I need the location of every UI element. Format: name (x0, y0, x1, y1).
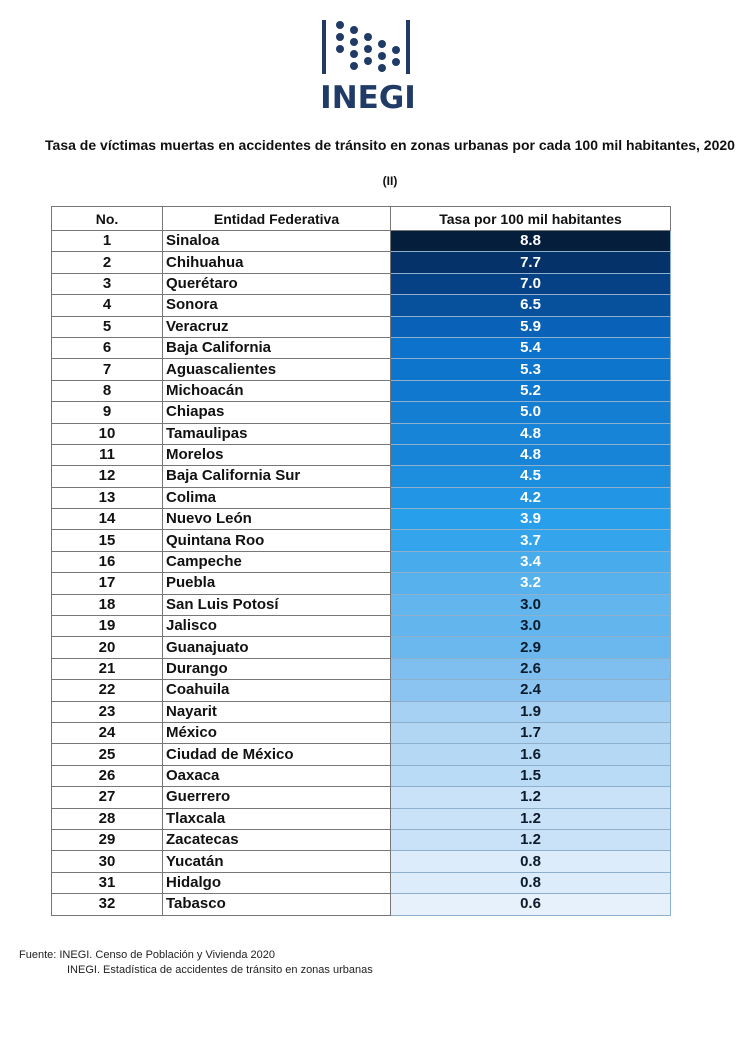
cell-no: 4 (52, 295, 163, 316)
cell-entidad: Quintana Roo (163, 530, 391, 551)
cell-no: 2 (52, 252, 163, 273)
table-row (52, 722, 671, 743)
inegi-dots-icon (320, 18, 416, 82)
cell-tasa: 4.2 (391, 487, 671, 508)
cell-tasa: 6.5 (391, 295, 671, 316)
cell-entidad: Tamaulipas (163, 423, 391, 444)
cell-no: 11 (52, 444, 163, 465)
cell-no: 1 (52, 231, 163, 252)
table-header-row (52, 207, 671, 231)
cell-entidad: Baja California Sur (163, 466, 391, 487)
table-row (52, 402, 671, 423)
table-row (52, 444, 671, 465)
cell-no: 28 (52, 808, 163, 829)
inegi-logo (320, 18, 420, 118)
cell-entidad: Tlaxcala (163, 808, 391, 829)
cell-entidad: México (163, 722, 391, 743)
cell-entidad: Morelos (163, 444, 391, 465)
table-row (52, 851, 671, 872)
table-row (52, 744, 671, 765)
cell-no: 17 (52, 573, 163, 594)
cell-tasa: 1.2 (391, 787, 671, 808)
table-row (52, 637, 671, 658)
table-row (52, 808, 671, 829)
table-row (52, 765, 671, 786)
cell-entidad: Colima (163, 487, 391, 508)
table-row (52, 872, 671, 893)
cell-no: 9 (52, 402, 163, 423)
cell-no: 25 (52, 744, 163, 765)
table-row (52, 829, 671, 850)
cell-tasa: 7.0 (391, 273, 671, 294)
cell-tasa: 3.2 (391, 573, 671, 594)
cell-no: 30 (52, 851, 163, 872)
table-row (52, 337, 671, 358)
cell-no: 26 (52, 765, 163, 786)
cell-tasa: 0.6 (391, 894, 671, 915)
cell-no: 15 (52, 530, 163, 551)
cell-no: 8 (52, 380, 163, 401)
cell-no: 14 (52, 509, 163, 530)
table-row (52, 658, 671, 679)
cell-entidad: Puebla (163, 573, 391, 594)
table-row (52, 295, 671, 316)
source-note (19, 948, 373, 978)
cell-entidad: Jalisco (163, 616, 391, 637)
cell-tasa: 1.7 (391, 722, 671, 743)
cell-no: 16 (52, 551, 163, 572)
cell-no: 19 (52, 616, 163, 637)
cell-tasa: 4.5 (391, 466, 671, 487)
cell-entidad: Nayarit (163, 701, 391, 722)
table-row (52, 487, 671, 508)
cell-tasa: 4.8 (391, 444, 671, 465)
cell-tasa: 3.0 (391, 616, 671, 637)
cell-tasa: 7.7 (391, 252, 671, 273)
cell-no: 10 (52, 423, 163, 444)
cell-entidad: Durango (163, 658, 391, 679)
cell-entidad: Zacatecas (163, 829, 391, 850)
table-row (52, 680, 671, 701)
cell-entidad: Oaxaca (163, 765, 391, 786)
cell-entidad: Yucatán (163, 851, 391, 872)
cell-entidad: Baja California (163, 337, 391, 358)
cell-tasa: 3.4 (391, 551, 671, 572)
data-table (51, 206, 671, 916)
cell-tasa: 3.7 (391, 530, 671, 551)
cell-tasa: 1.2 (391, 829, 671, 850)
header-entidad: Entidad Federativa (163, 207, 391, 231)
cell-tasa: 8.8 (391, 231, 671, 252)
cell-entidad: Nuevo León (163, 509, 391, 530)
source-line-1: Fuente: INEGI. Censo de Población y Vivienda 2020 (19, 949, 276, 961)
cell-no: 5 (52, 316, 163, 337)
cell-tasa: 1.6 (391, 744, 671, 765)
cell-tasa: 5.4 (391, 337, 671, 358)
cell-no: 3 (52, 273, 163, 294)
table-row (52, 423, 671, 444)
cell-no: 29 (52, 829, 163, 850)
cell-tasa: 5.3 (391, 359, 671, 380)
cell-entidad: Ciudad de México (163, 744, 391, 765)
cell-entidad: Chihuahua (163, 252, 391, 273)
cell-tasa: 1.5 (391, 765, 671, 786)
table-row (52, 616, 671, 637)
table-row (52, 380, 671, 401)
cell-entidad: Hidalgo (163, 872, 391, 893)
table-row (52, 594, 671, 615)
cell-tasa: 4.8 (391, 423, 671, 444)
cell-entidad: Aguascalientes (163, 359, 391, 380)
table-row (52, 894, 671, 915)
cell-tasa: 2.6 (391, 658, 671, 679)
cell-entidad: Campeche (163, 551, 391, 572)
cell-no: 7 (52, 359, 163, 380)
source-line-2: INEGI. Estadística de accidentes de tránsito en zonas urbanas (67, 964, 373, 976)
page-subtitle: (II) (382, 174, 398, 188)
cell-entidad: Sonora (163, 295, 391, 316)
cell-tasa: 3.9 (391, 509, 671, 530)
cell-no: 6 (52, 337, 163, 358)
cell-entidad: Chiapas (163, 402, 391, 423)
table-row (52, 573, 671, 594)
cell-tasa: 1.2 (391, 808, 671, 829)
cell-tasa: 2.4 (391, 680, 671, 701)
cell-entidad: Coahuila (163, 680, 391, 701)
cell-tasa: 3.0 (391, 594, 671, 615)
cell-entidad: Sinaloa (163, 231, 391, 252)
cell-no: 32 (52, 894, 163, 915)
cell-entidad: Guerrero (163, 787, 391, 808)
table-row (52, 551, 671, 572)
cell-no: 21 (52, 658, 163, 679)
header-no: No. (52, 207, 163, 231)
cell-no: 23 (52, 701, 163, 722)
cell-no: 24 (52, 722, 163, 743)
cell-no: 31 (52, 872, 163, 893)
table-row (52, 466, 671, 487)
cell-tasa: 0.8 (391, 872, 671, 893)
cell-tasa: 2.9 (391, 637, 671, 658)
cell-entidad: Michoacán (163, 380, 391, 401)
cell-tasa: 5.0 (391, 402, 671, 423)
table-row (52, 252, 671, 273)
table-row (52, 701, 671, 722)
cell-no: 27 (52, 787, 163, 808)
cell-no: 12 (52, 466, 163, 487)
cell-no: 20 (52, 637, 163, 658)
cell-no: 18 (52, 594, 163, 615)
cell-tasa: 5.9 (391, 316, 671, 337)
cell-no: 22 (52, 680, 163, 701)
cell-tasa: 0.8 (391, 851, 671, 872)
cell-entidad: Guanajuato (163, 637, 391, 658)
cell-no: 13 (52, 487, 163, 508)
table-row (52, 316, 671, 337)
cell-tasa: 1.9 (391, 701, 671, 722)
table-row (52, 787, 671, 808)
table-row (52, 530, 671, 551)
inegi-logo-text: INEGI (320, 80, 416, 116)
table-row (52, 359, 671, 380)
cell-entidad: Veracruz (163, 316, 391, 337)
page-title: Tasa de víctimas muertas en accidentes de tránsito en zonas urbanas por cada 100 mil habitantes, 2020 (45, 137, 735, 153)
cell-tasa: 5.2 (391, 380, 671, 401)
header-tasa: Tasa por 100 mil habitantes (391, 207, 671, 231)
table-row (52, 231, 671, 252)
cell-entidad: Tabasco (163, 894, 391, 915)
table-row (52, 509, 671, 530)
table-row (52, 273, 671, 294)
cell-entidad: Querétaro (163, 273, 391, 294)
cell-entidad: San Luis Potosí (163, 594, 391, 615)
